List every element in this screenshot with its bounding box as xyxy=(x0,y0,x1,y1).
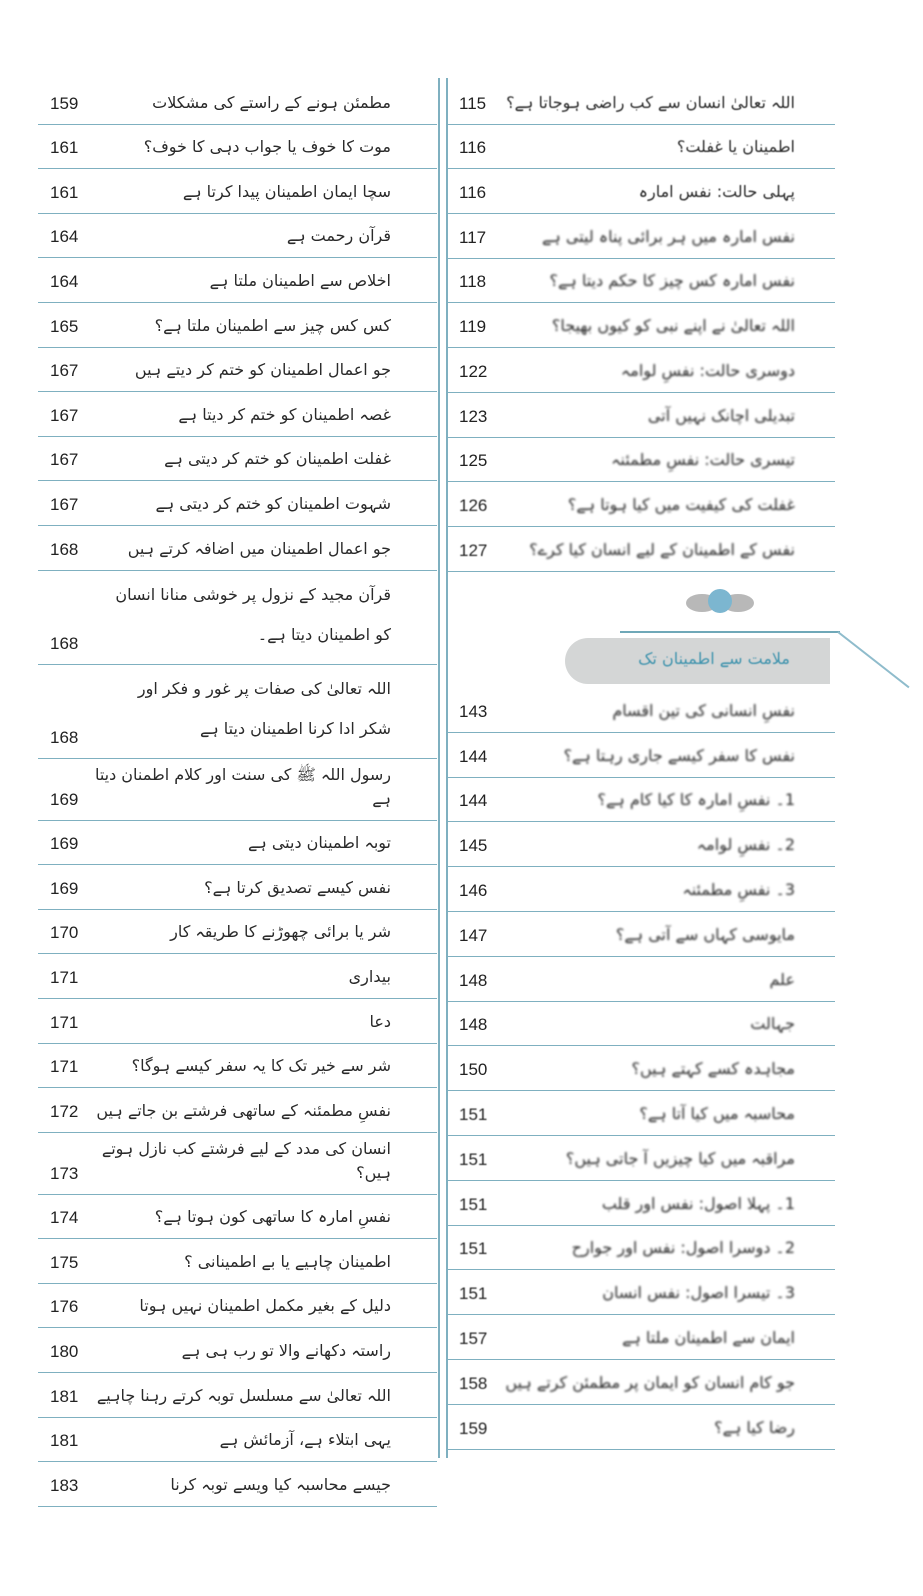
toc-entry xyxy=(38,1088,437,1133)
toc-entry-page: 150 xyxy=(459,1060,488,1080)
toc-entry-page: 151 xyxy=(459,1149,488,1169)
toc-entry-page: 171 xyxy=(50,1057,79,1077)
toc-entry xyxy=(38,954,437,999)
toc-entry xyxy=(447,1405,835,1450)
toc-entry-page: 151 xyxy=(459,1194,488,1214)
toc-entry-title: نفسِ انسانی کی تین اقسام xyxy=(612,700,795,720)
toc-entry xyxy=(447,214,835,259)
toc-entry xyxy=(38,1373,437,1418)
toc-entry xyxy=(447,1181,835,1226)
toc-entry xyxy=(38,526,437,571)
toc-entry-title: 1۔ نفسِ امارہ کا کیا کام ہے؟ xyxy=(597,790,795,810)
column-divider xyxy=(438,78,440,1458)
toc-entry xyxy=(38,481,437,526)
toc-entry-title: ایمان سے اطمینان ملتا ہے xyxy=(622,1327,795,1347)
toc-entry xyxy=(447,912,835,957)
toc-entry-page: 116 xyxy=(459,138,487,158)
ornament-icon xyxy=(680,585,760,621)
toc-entry-page: 171 xyxy=(50,1012,79,1032)
toc-entry-title: جو کام انسان کو ایمان پر مطمئن کرتے ہیں xyxy=(505,1372,795,1392)
toc-entry xyxy=(447,822,835,867)
toc-entry-title: اللہ تعالیٰ سے مسلسل توبہ کرتے رہنا چاہیے xyxy=(96,1385,391,1405)
toc-entry xyxy=(447,1046,835,1091)
toc-entry-page: 175 xyxy=(50,1252,79,1272)
toc-entry-title: نفس کا سفر کیسے جاری رہتا ہے؟ xyxy=(563,745,795,765)
toc-entry xyxy=(38,303,437,348)
toc-entry xyxy=(447,957,835,1002)
toc-entry xyxy=(38,571,437,665)
toc-entry-page: 168 xyxy=(50,727,79,747)
toc-entry-page: 116 xyxy=(459,183,487,203)
toc-entry xyxy=(447,688,835,733)
toc-entry-page: 161 xyxy=(50,138,79,158)
toc-entry-title: غصہ اطمینان کو ختم کر دیتا ہے xyxy=(178,404,391,424)
toc-entry-title: سچا ایمان اطمینان پیدا کرتا ہے xyxy=(182,181,391,201)
toc-entry-page: 127 xyxy=(459,540,488,560)
toc-entry-page: 146 xyxy=(459,880,488,900)
toc-entry xyxy=(447,393,835,438)
toc-entry-title: نفس کے اطمینان کے لیے انسان کیا کرے؟ xyxy=(529,539,795,559)
toc-entry-title: نفس کیسے تصدیق کرتا ہے؟ xyxy=(204,877,391,897)
toc-entry-title: انسان کی مدد کے لیے فرشتے کب نازل ہوتے ہیں؟ xyxy=(101,1138,391,1182)
toc-entry-page: 123 xyxy=(459,406,488,426)
toc-entry-title: 3۔ تیسرا اصول: نفس انسان xyxy=(602,1283,795,1303)
toc-entry xyxy=(447,1270,835,1315)
toc-entry-title: یہی ابتلاء ہے، آزمائش ہے xyxy=(219,1430,391,1450)
toc-entry xyxy=(38,1133,437,1195)
toc-entry-title: نفسِ مطمئنہ کے ساتھی فرشتے بن جاتے ہیں xyxy=(96,1100,391,1120)
toc-entry xyxy=(38,865,437,910)
toc-entry-title: شر سے خیر تک کا یہ سفر کیسے ہوگا؟ xyxy=(131,1056,391,1076)
toc-entry-page: 151 xyxy=(459,1239,488,1259)
toc-entry-title: شر یا برائی چھوڑنے کا طریقہ کار xyxy=(170,922,391,942)
toc-entry-page: 159 xyxy=(50,93,79,113)
toc-entry-title: قرآن رحمت ہے xyxy=(286,226,391,246)
toc-entry xyxy=(447,169,835,214)
toc-entry-title: جیسے محاسبہ کیا ویسے توبہ کرنا xyxy=(170,1474,391,1494)
toc-entry-page: 169 xyxy=(50,878,79,898)
toc-entry xyxy=(38,1239,437,1284)
toc-entry-page: 174 xyxy=(50,1208,79,1228)
toc-entry-page: 183 xyxy=(50,1475,79,1495)
toc-entry-page: 173 xyxy=(50,1163,79,1183)
toc-entry xyxy=(38,392,437,437)
toc-entry xyxy=(38,1418,437,1463)
toc-entry-page: 164 xyxy=(50,271,79,291)
toc-entry-title: اطمینان یا غفلت؟ xyxy=(676,137,795,157)
toc-entry xyxy=(38,821,437,866)
toc-entry-page: 167 xyxy=(50,405,79,425)
toc-entry xyxy=(38,910,437,955)
toc-entry xyxy=(447,1360,835,1405)
toc-entry-title: 2۔ دوسرا اصول: نفس اور جوارح xyxy=(571,1238,795,1258)
toc-entry-title: جہالت xyxy=(750,1014,795,1034)
heading-rule-diagonal xyxy=(837,631,909,688)
toc-entry-page: 180 xyxy=(50,1342,79,1362)
toc-entry-title: مراقبہ میں کیا چیزیں آ جاتی ہیں؟ xyxy=(565,1148,795,1168)
toc-entry-title: غفلت کی کیفیت میں کیا ہوتا ہے؟ xyxy=(567,494,795,514)
toc-entry-title: 1۔ پہلا اصول: نفس اور قلب xyxy=(601,1193,795,1213)
toc-entry-title: کس کس چیز سے اطمینان ملتا ہے؟ xyxy=(154,315,391,335)
toc-entry-title: اللہ تعالیٰ انسان سے کب راضی ہوجاتا ہے؟ xyxy=(506,92,795,112)
toc-entry-page: 151 xyxy=(459,1284,488,1304)
toc-entry-page: 169 xyxy=(50,789,79,809)
toc-entry xyxy=(38,80,437,125)
toc-entry-title: مایوسی کہاں سے آتی ہے؟ xyxy=(615,924,795,944)
toc-entry-title: غفلت اطمینان کو ختم کر دیتی ہے xyxy=(164,449,391,469)
toc-entry xyxy=(447,733,835,778)
toc-entry-page: 168 xyxy=(50,539,79,559)
toc-entry-page: 147 xyxy=(459,925,488,945)
toc-entry-page: 157 xyxy=(459,1328,488,1348)
toc-entry-page: 161 xyxy=(50,182,79,202)
toc-entry xyxy=(447,348,835,393)
toc-entry xyxy=(38,169,437,214)
toc-entry-page: 167 xyxy=(50,450,79,470)
toc-entry-page: 181 xyxy=(50,1386,79,1406)
toc-entry-title: دوسری حالت: نفسِ لوامہ xyxy=(620,360,795,380)
toc-entry xyxy=(38,1328,437,1373)
toc-entry-title: مجاہدہ کسے کہتے ہیں؟ xyxy=(631,1059,795,1079)
toc-entry-page: 164 xyxy=(50,227,79,247)
heading-rule xyxy=(620,631,840,633)
toc-entry xyxy=(38,1195,437,1240)
toc-entry xyxy=(38,1462,437,1507)
toc-entry xyxy=(447,259,835,304)
toc-entry xyxy=(447,1091,835,1136)
toc-entry xyxy=(447,125,835,170)
toc-entry xyxy=(38,437,437,482)
toc-entry-page: 118 xyxy=(459,272,487,292)
toc-entry-page: 144 xyxy=(459,791,488,811)
section-heading: ملامت سے اطمینان تک xyxy=(638,649,790,668)
toc-entry-title: مطمئن ہونے کے راستے کی مشکلات xyxy=(152,92,391,112)
toc-entry xyxy=(447,867,835,912)
toc-entry xyxy=(447,527,835,572)
toc-entry-page: 148 xyxy=(459,1015,488,1035)
toc-entry-page: 172 xyxy=(50,1101,79,1121)
toc-entry xyxy=(447,1315,835,1360)
toc-entry-title: شہوت اطمینان کو ختم کر دیتی ہے xyxy=(155,493,391,513)
toc-right-column-bottom xyxy=(447,688,835,1450)
toc-entry xyxy=(447,778,835,823)
toc-entry-page: 176 xyxy=(50,1297,79,1317)
toc-entry-title: 3۔ نفسِ مطمئنہ xyxy=(682,879,795,899)
toc-entry xyxy=(38,258,437,303)
toc-entry xyxy=(447,303,835,348)
toc-entry-page: 165 xyxy=(50,316,79,336)
toc-entry xyxy=(38,999,437,1044)
toc-entry-title: 2۔ نفسِ لوامہ xyxy=(696,835,795,855)
toc-entry-title: اللہ تعالیٰ نے اپنے نبی کو کیوں بھیجا؟ xyxy=(551,316,795,336)
toc-entry xyxy=(38,1044,437,1089)
toc-entry-title: نفس امارہ میں ہر برائی پناہ لیتی ہے xyxy=(542,226,795,246)
toc-right-column-top xyxy=(447,80,835,572)
toc-entry-page: 181 xyxy=(50,1431,79,1451)
toc-entry-title: دعا xyxy=(369,1011,391,1031)
toc-entry-title: دلیل کے بغیر مکمل اطمینان نہیں ہوتا xyxy=(139,1296,391,1316)
toc-entry-title: علم xyxy=(769,969,795,989)
toc-entry xyxy=(38,759,437,821)
toc-entry-page: 151 xyxy=(459,1104,488,1124)
toc-entry-page: 143 xyxy=(459,701,488,721)
toc-entry xyxy=(38,348,437,393)
toc-entry-title: رسول اللہ ﷺ کی سنت اور کلام اطمنان دیتا ہے xyxy=(94,764,391,808)
toc-entry xyxy=(447,80,835,125)
toc-entry-title: جو اعمال اطمینان کو ختم کر دیتے ہیں xyxy=(134,360,391,380)
toc-entry-page: 167 xyxy=(50,494,79,514)
toc-entry-page: 117 xyxy=(459,227,487,247)
toc-entry-title: قرآن مجید کے نزول پر خوشی منانا انسان کو اطمینان دیتا ہے۔ xyxy=(115,584,391,644)
toc-entry-title: جو اعمال اطمینان میں اضافہ کرتے ہیں xyxy=(127,538,391,558)
toc-entry-title: اللہ تعالیٰ کی صفات پر غور و فکر اور شکر ادا کرنا اطمینان دیتا ہے xyxy=(137,678,391,738)
toc-entry-page: 170 xyxy=(50,923,79,943)
toc-entry-page: 115 xyxy=(459,93,487,113)
toc-entry xyxy=(447,1226,835,1271)
toc-entry-title: نفس امارہ کس چیز کا حکم دیتا ہے؟ xyxy=(549,271,795,291)
toc-entry-page: 168 xyxy=(50,633,79,653)
toc-entry-title: موت کا خوف یا جواب دہی کا خوف؟ xyxy=(143,137,391,157)
toc-entry-title: تبدیلی اچانک نہیں آتی xyxy=(647,405,795,425)
section-heading-banner xyxy=(565,638,830,684)
toc-entry-title: تیسری حالت: نفسِ مطمئنہ xyxy=(611,450,795,470)
toc-entry-title: رضا کیا ہے؟ xyxy=(714,1417,795,1437)
toc-entry-page: 119 xyxy=(459,317,487,337)
toc-entry-page: 144 xyxy=(459,746,488,766)
toc-entry-page: 125 xyxy=(459,451,488,471)
toc-entry-page: 122 xyxy=(459,361,488,381)
toc-entry-title: محاسبہ میں کیا آتا ہے؟ xyxy=(639,1103,795,1123)
toc-entry xyxy=(38,665,437,759)
toc-entry-page: 159 xyxy=(459,1418,488,1438)
toc-entry-page: 171 xyxy=(50,967,79,987)
toc-entry xyxy=(447,438,835,483)
toc-entry-page: 126 xyxy=(459,495,488,515)
toc-entry-page: 167 xyxy=(50,361,79,381)
toc-entry-page: 169 xyxy=(50,834,79,854)
toc-entry xyxy=(447,1002,835,1047)
toc-entry-page: 145 xyxy=(459,836,488,856)
toc-left-column xyxy=(38,80,437,1507)
toc-entry xyxy=(38,214,437,259)
toc-entry-title: توبہ اطمینان دیتی ہے xyxy=(247,833,391,853)
toc-entry xyxy=(447,482,835,527)
toc-entry xyxy=(38,125,437,170)
toc-entry-title: بیداری xyxy=(348,966,391,986)
toc-entry-page: 148 xyxy=(459,970,488,990)
toc-entry-title: اطمینان چاہیے یا بے اطمینانی ؟ xyxy=(184,1251,391,1271)
toc-entry-page: 158 xyxy=(459,1373,488,1393)
toc-entry-title: راستہ دکھانے والا تو رب ہی ہے xyxy=(181,1341,391,1361)
toc-entry-title: نفسِ امارہ کا ساتھی کون ہوتا ہے؟ xyxy=(154,1207,391,1227)
toc-entry xyxy=(447,1136,835,1181)
toc-entry-title: پہلی حالت: نفس امارہ xyxy=(638,182,795,202)
toc-entry xyxy=(38,1284,437,1329)
toc-entry-title: اخلاص سے اطمینان ملتا ہے xyxy=(209,270,391,290)
